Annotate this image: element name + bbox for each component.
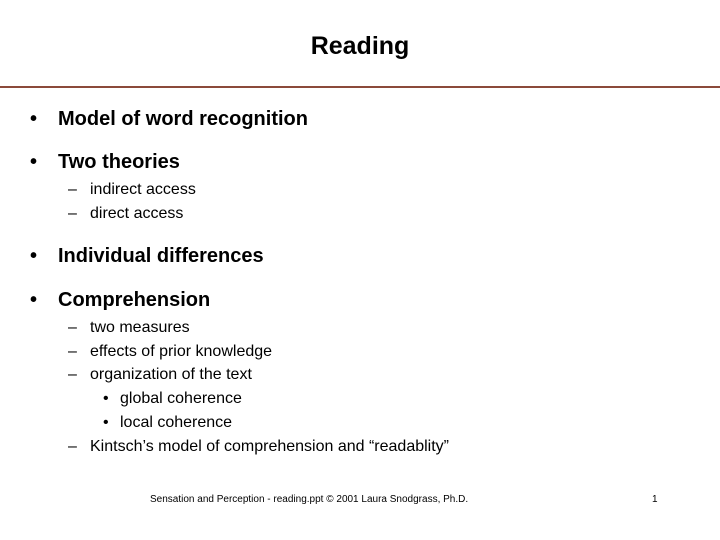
sub-bullet-item [68,437,449,457]
bullet-text: Individual differences [58,245,264,267]
dash-icon: – [68,343,77,360]
sub-sub-bullet-text: local coherence [120,414,233,431]
title-divider [0,86,720,88]
sub-bullet-text: direct access [90,205,184,222]
slide-footer: Sensation and Perception - reading.ppt © 2001 Laura Snodgrass, Ph.D. [150,494,469,505]
bullet-text: Two theories [58,151,180,173]
bullet-item [30,288,210,312]
bullet-icon: • [30,245,38,267]
bullet-icon: • [30,151,38,173]
sub-bullet-item [68,204,183,224]
sub-sub-bullet-item [103,389,242,409]
sub-bullet-text: effects of prior knowledge [90,343,273,360]
dash-icon: – [68,366,77,383]
dash-icon: – [68,205,77,222]
sub-bullet-item [68,180,196,200]
sub-sub-bullet-text: global coherence [120,390,242,407]
dash-icon: – [68,319,77,336]
sub-bullet-text: organization of the text [90,366,252,383]
page-number: 1 [652,494,658,505]
bullet-icon: • [103,390,109,407]
bullet-icon: • [30,108,38,130]
sub-bullet-item [68,318,190,338]
bullet-text: Model of word recognition [58,108,308,130]
bullet-item [30,244,264,268]
slide-title: Reading [310,32,410,60]
dash-icon: – [68,181,77,198]
bullet-icon: • [103,414,109,431]
sub-bullet-item [68,365,252,385]
bullet-text: Comprehension [58,289,211,311]
sub-bullet-text: indirect access [90,181,196,198]
sub-sub-bullet-item [103,413,232,433]
dash-icon: – [68,438,77,455]
bullet-item [30,150,180,174]
sub-bullet-item [68,342,272,362]
bullet-icon: • [30,289,38,311]
bullet-item [30,107,308,131]
sub-bullet-text: Kintsch’s model of comprehension and “readablity” [90,438,450,455]
sub-bullet-text: two measures [90,319,190,336]
